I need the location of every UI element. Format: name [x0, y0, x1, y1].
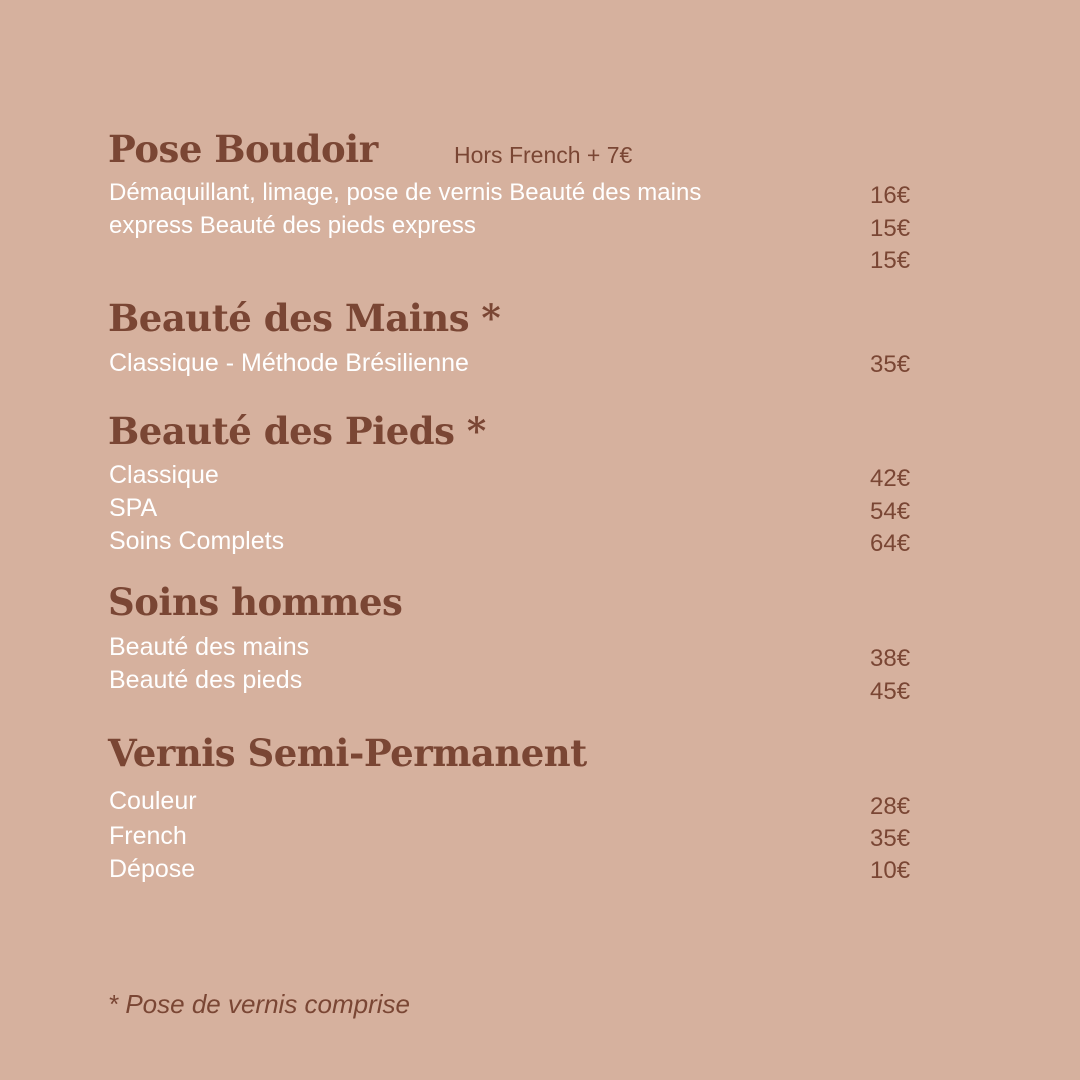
item-label-classique-bresilienne: Classique - Méthode Brésilienne: [109, 349, 469, 377]
section-title-beaute-des-pieds: Beauté des Pieds *: [108, 409, 486, 453]
price-pose-boudoir-1: 16€: [870, 182, 911, 209]
footnote: * Pose de vernis comprise: [108, 989, 411, 1019]
section-title-beaute-des-mains: Beauté des Mains *: [108, 296, 501, 340]
item-label-beaute-des-pieds: Beauté des pieds: [109, 666, 303, 694]
item-price-beaute-des-mains: 38€: [870, 645, 911, 672]
hors-french-note: Hors French + 7€: [454, 142, 633, 168]
item-label-classique: Classique: [109, 461, 219, 489]
price-pose-boudoir-2: 15€: [870, 215, 911, 242]
item-label-spa: SPA: [109, 494, 158, 522]
section-title-pose-boudoir: Pose Boudoir: [108, 127, 378, 171]
pose-boudoir-description: Démaquillant, limage, pose de vernis Beauté des mains express Beauté des pieds express: [109, 179, 702, 239]
item-price-french: 35€: [870, 825, 911, 852]
item-price-classique: 42€: [870, 465, 911, 492]
item-price-beaute-des-pieds: 45€: [870, 678, 911, 705]
item-label-soins-complets: Soins Complets: [109, 527, 285, 555]
item-price-spa: 54€: [870, 498, 911, 525]
item-price-depose: 10€: [870, 857, 911, 884]
section-title-soins-hommes: Soins hommes: [108, 580, 403, 624]
item-label-french: French: [109, 822, 187, 850]
price-pose-boudoir-3: 15€: [870, 247, 911, 274]
item-label-beaute-des-mains: Beauté des mains: [109, 633, 310, 661]
item-price-couleur: 28€: [870, 793, 911, 820]
item-price-classique-bresilienne: 35€: [870, 351, 911, 378]
section-title-vernis-semi-permanent: Vernis Semi-Permanent: [108, 731, 587, 775]
item-label-couleur: Couleur: [109, 787, 197, 815]
item-price-soins-complets: 64€: [870, 530, 911, 557]
item-label-depose: Dépose: [109, 855, 196, 883]
